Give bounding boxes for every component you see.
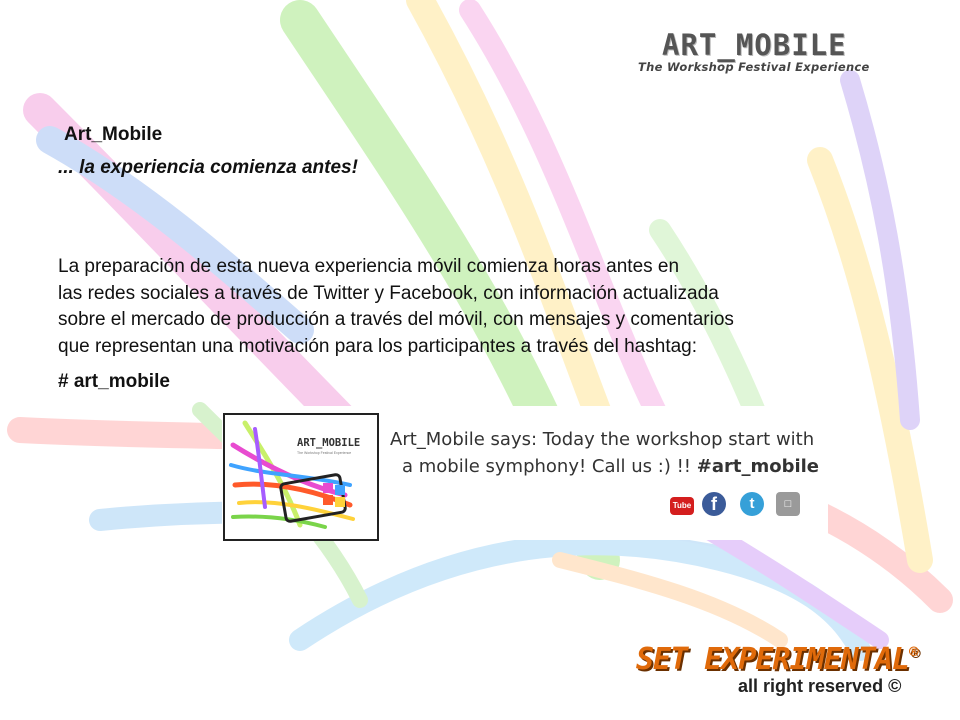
set-experimental-logo (636, 642, 918, 702)
body-line: La preparación de esta nueva experiencia móvil comienza horas antes en (58, 256, 680, 277)
art-mobile-brand-logo (636, 28, 946, 78)
tweet-logo-title: ART_MOBILE (297, 437, 361, 449)
body-line: las redes sociales a través de Twitter y Facebook, con información actualizada (58, 282, 719, 304)
tweet-line-2-text: a mobile symphony! Call us :) !! (402, 456, 697, 477)
tweet-hashtag: #art_mobile (696, 456, 819, 477)
set-experimental-name: SET EXPERIMENTAL (636, 642, 909, 677)
set-experimental-title (636, 642, 918, 677)
tweet-logo-image (223, 413, 379, 541)
share-icon: □ (776, 492, 800, 516)
tweet-line-1: Art_Mobile says: Today the workshop start with (390, 429, 815, 450)
youtube-icon: Tube (670, 497, 694, 515)
page-tagline: ... la experiencia comienza antes! (58, 157, 358, 178)
tweet-message (390, 426, 820, 480)
body-line: que representan una motivación para los participantes a través del hashtag: (58, 335, 698, 357)
facebook-icon: f (702, 492, 726, 516)
brand-subtitle: The Workshop Festival Experience (638, 60, 870, 74)
twitter-icon: t (740, 492, 764, 516)
social-icons (670, 492, 830, 522)
body-line: sobre el mercado de producción a través del móvil, con mensajes y comentarios (58, 309, 734, 330)
tweet-logo-subtitle: The Workshop Festival Experience (297, 451, 352, 455)
brand-title: ART_MOBILE (662, 28, 847, 62)
hashtag-text: # art_mobile (58, 371, 170, 392)
brush-graphic-icon (225, 415, 377, 539)
tweet-card (222, 406, 828, 540)
body-paragraph (58, 254, 918, 360)
copyright-text: all right reserved © (738, 676, 902, 696)
tweet-line-2 (390, 453, 820, 480)
page-heading: Art_Mobile (64, 124, 163, 145)
registered-mark: ® (908, 642, 918, 661)
